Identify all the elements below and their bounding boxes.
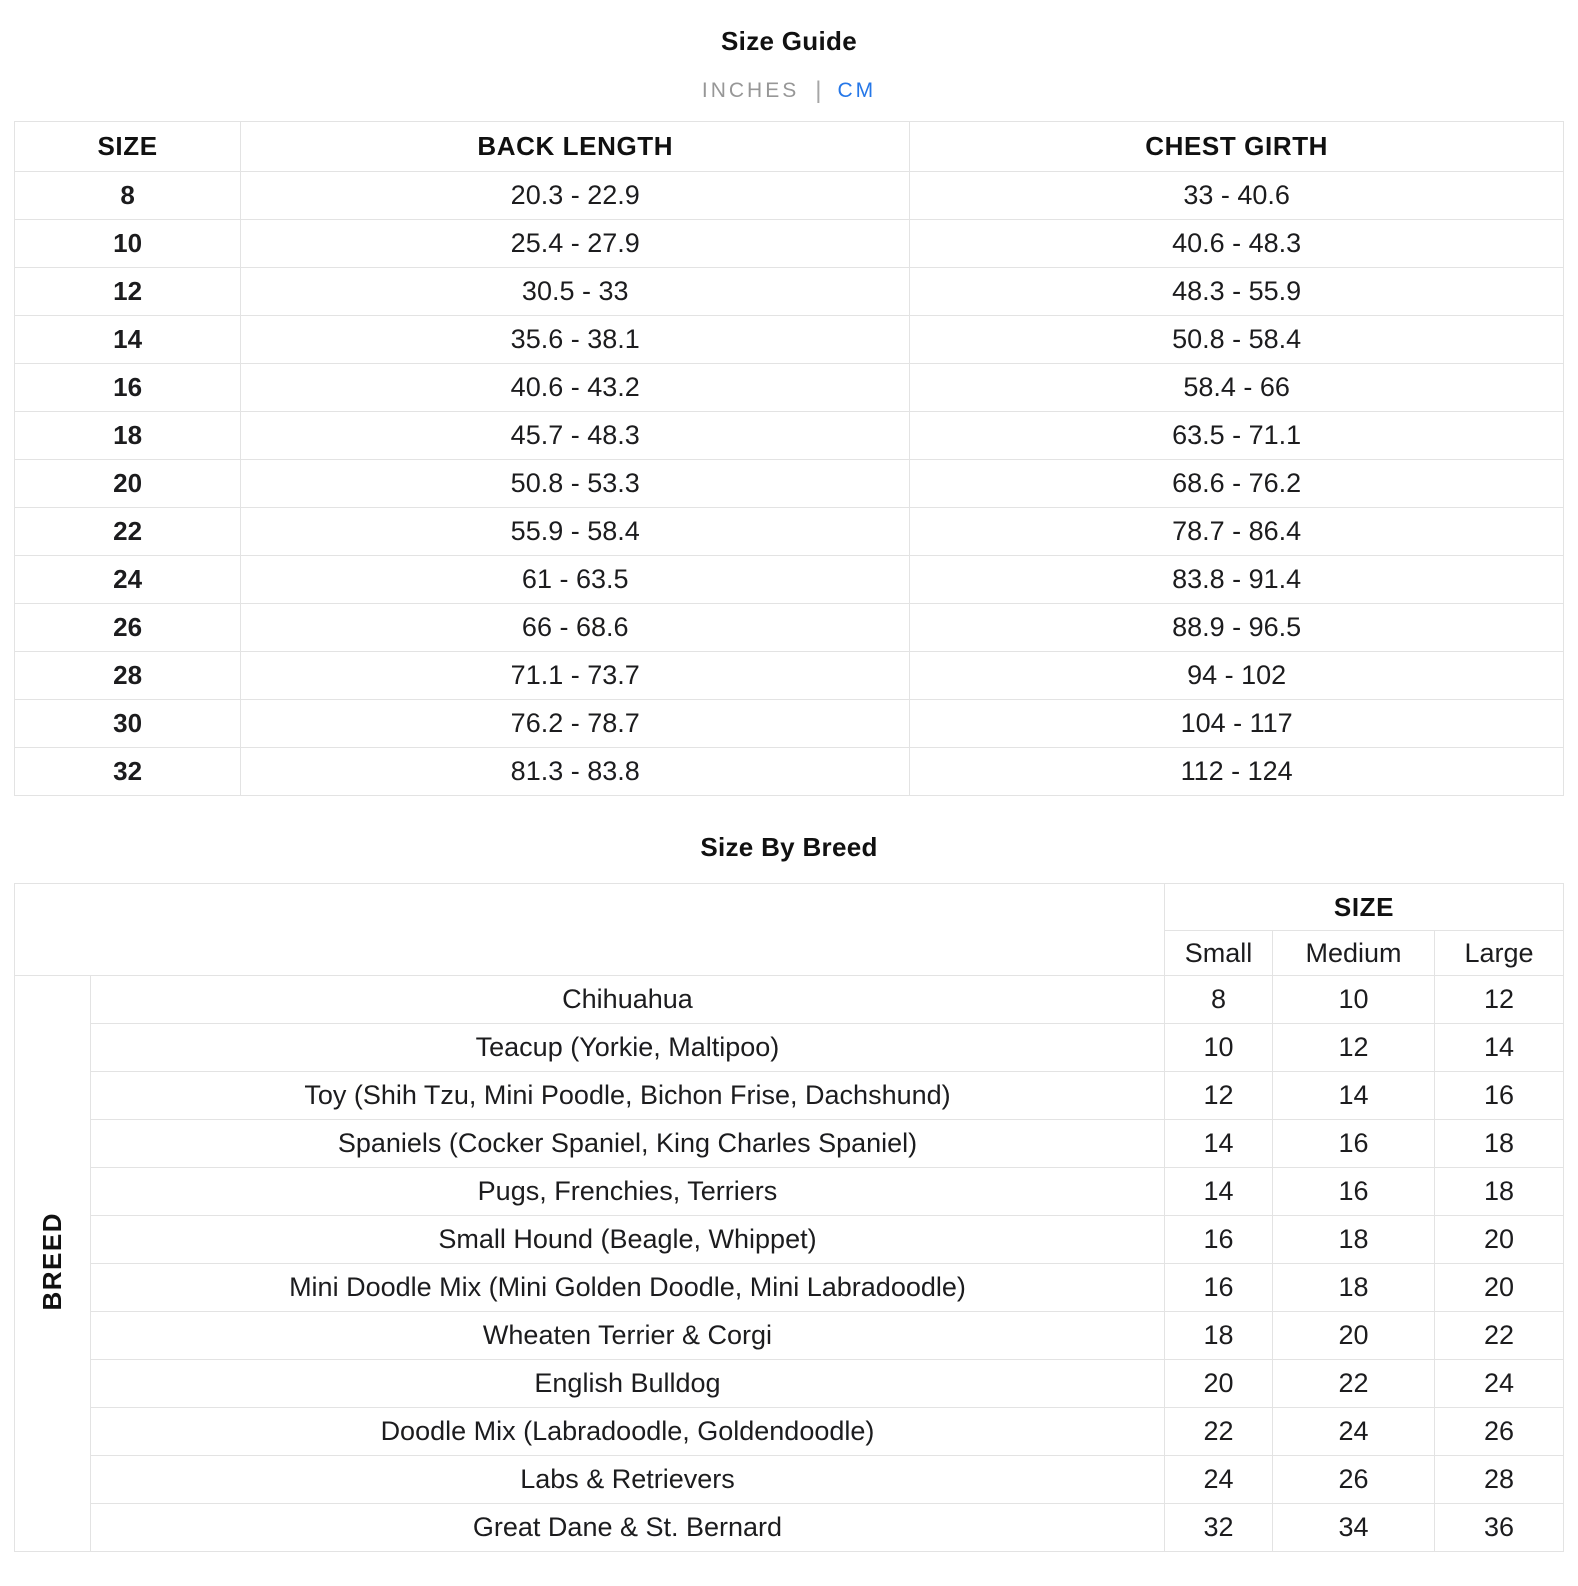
chest-girth-cell: 88.9 - 96.5 xyxy=(910,604,1564,652)
large-size-cell: 20 xyxy=(1434,1264,1563,1312)
breed-row xyxy=(15,1264,1564,1312)
back-length-cell: 76.2 - 78.7 xyxy=(241,700,910,748)
chest-girth-cell: 94 - 102 xyxy=(910,652,1564,700)
small-size-cell: 14 xyxy=(1164,1120,1272,1168)
back-length-cell: 50.8 - 53.3 xyxy=(241,460,910,508)
medium-size-cell: 14 xyxy=(1272,1072,1434,1120)
small-size-cell: 12 xyxy=(1164,1072,1272,1120)
small-size-cell: 22 xyxy=(1164,1408,1272,1456)
size-cell: 10 xyxy=(15,220,241,268)
size-by-breed-title: Size By Breed xyxy=(700,832,878,862)
large-size-cell: 36 xyxy=(1434,1504,1563,1552)
size-cell: 32 xyxy=(15,748,241,796)
tab-cm[interactable]: CM xyxy=(837,79,877,102)
chest-girth-cell: 50.8 - 58.4 xyxy=(910,316,1564,364)
medium-size-cell: 16 xyxy=(1272,1120,1434,1168)
breed-row xyxy=(15,1024,1564,1072)
chest-girth-cell: 33 - 40.6 xyxy=(910,172,1564,220)
breed-name-cell: Mini Doodle Mix (Mini Golden Doodle, Mini Labradoodle) xyxy=(91,1264,1165,1312)
breed-row xyxy=(15,1168,1564,1216)
breed-table-header-row-1 xyxy=(15,884,1564,931)
breed-name-cell: Toy (Shih Tzu, Mini Poodle, Bichon Frise, Dachshund) xyxy=(91,1072,1165,1120)
breed-row xyxy=(15,1504,1564,1552)
back-length-cell: 81.3 - 83.8 xyxy=(241,748,910,796)
size-guide-row xyxy=(15,268,1564,316)
large-size-cell: 18 xyxy=(1434,1168,1563,1216)
small-size-cell: 8 xyxy=(1164,976,1272,1024)
chest-girth-cell: 48.3 - 55.9 xyxy=(910,268,1564,316)
chest-girth-cell: 40.6 - 48.3 xyxy=(910,220,1564,268)
chest-girth-cell: 104 - 117 xyxy=(910,700,1564,748)
tab-inches[interactable]: INCHES xyxy=(701,79,800,102)
small-size-cell: 18 xyxy=(1164,1312,1272,1360)
breed-axis-label-cell xyxy=(15,976,91,1552)
medium-size-cell: 18 xyxy=(1272,1216,1434,1264)
size-guide-table xyxy=(14,121,1564,796)
breed-name-cell: Spaniels (Cocker Spaniel, King Charles Spaniel) xyxy=(91,1120,1165,1168)
large-size-cell: 24 xyxy=(1434,1360,1563,1408)
breed-row xyxy=(15,1120,1564,1168)
size-guide-row xyxy=(15,220,1564,268)
back-length-cell: 55.9 - 58.4 xyxy=(241,508,910,556)
medium-size-cell: 26 xyxy=(1272,1456,1434,1504)
column-header-large: Large xyxy=(1434,931,1563,976)
back-length-cell: 45.7 - 48.3 xyxy=(241,412,910,460)
breed-axis-label-text: BREED xyxy=(37,1211,67,1311)
chest-girth-cell: 78.7 - 86.4 xyxy=(910,508,1564,556)
medium-size-cell: 24 xyxy=(1272,1408,1434,1456)
tab-separator: | xyxy=(815,77,822,104)
size-group-header: SIZE xyxy=(1164,884,1563,931)
breed-name-cell: Doodle Mix (Labradoodle, Goldendoodle) xyxy=(91,1408,1165,1456)
breed-name-cell: Wheaten Terrier & Corgi xyxy=(91,1312,1165,1360)
size-cell: 14 xyxy=(15,316,241,364)
back-length-cell: 25.4 - 27.9 xyxy=(241,220,910,268)
breed-row xyxy=(15,1216,1564,1264)
size-cell: 20 xyxy=(15,460,241,508)
size-guide-row xyxy=(15,316,1564,364)
large-size-cell: 20 xyxy=(1434,1216,1563,1264)
size-guide-row xyxy=(15,748,1564,796)
size-cell: 22 xyxy=(15,508,241,556)
size-cell: 16 xyxy=(15,364,241,412)
back-length-cell: 35.6 - 38.1 xyxy=(241,316,910,364)
size-cell: 18 xyxy=(15,412,241,460)
medium-size-cell: 18 xyxy=(1272,1264,1434,1312)
chest-girth-cell: 68.6 - 76.2 xyxy=(910,460,1564,508)
chest-girth-cell: 63.5 - 71.1 xyxy=(910,412,1564,460)
back-length-cell: 66 - 68.6 xyxy=(241,604,910,652)
large-size-cell: 18 xyxy=(1434,1120,1563,1168)
size-guide-row xyxy=(15,364,1564,412)
back-length-cell: 61 - 63.5 xyxy=(241,556,910,604)
size-guide-row xyxy=(15,412,1564,460)
breed-row xyxy=(15,1456,1564,1504)
empty-corner-cell xyxy=(15,884,1165,976)
column-header-size: SIZE xyxy=(15,122,241,172)
size-cell: 12 xyxy=(15,268,241,316)
unit-toggle xyxy=(14,77,1564,105)
back-length-cell: 30.5 - 33 xyxy=(241,268,910,316)
back-length-cell: 71.1 - 73.7 xyxy=(241,652,910,700)
column-header-back-length: BACK LENGTH xyxy=(241,122,910,172)
large-size-cell: 14 xyxy=(1434,1024,1563,1072)
medium-size-cell: 22 xyxy=(1272,1360,1434,1408)
small-size-cell: 24 xyxy=(1164,1456,1272,1504)
size-guide-title: Size Guide xyxy=(721,26,857,56)
breed-name-cell: Labs & Retrievers xyxy=(91,1456,1165,1504)
size-guide-row xyxy=(15,652,1564,700)
breed-row xyxy=(15,1360,1564,1408)
small-size-cell: 16 xyxy=(1164,1216,1272,1264)
large-size-cell: 26 xyxy=(1434,1408,1563,1456)
size-by-breed-table xyxy=(14,883,1564,1552)
size-guide-row xyxy=(15,172,1564,220)
large-size-cell: 16 xyxy=(1434,1072,1563,1120)
breed-row xyxy=(15,1408,1564,1456)
breed-name-cell: Chihuahua xyxy=(91,976,1165,1024)
breed-name-cell: Small Hound (Beagle, Whippet) xyxy=(91,1216,1165,1264)
column-header-chest-girth: CHEST GIRTH xyxy=(910,122,1564,172)
size-guide-row xyxy=(15,604,1564,652)
medium-size-cell: 16 xyxy=(1272,1168,1434,1216)
breed-name-cell: English Bulldog xyxy=(91,1360,1165,1408)
breed-name-cell: Pugs, Frenchies, Terriers xyxy=(91,1168,1165,1216)
size-guide-row xyxy=(15,700,1564,748)
size-cell: 30 xyxy=(15,700,241,748)
breed-name-cell: Great Dane & St. Bernard xyxy=(91,1504,1165,1552)
size-guide-row xyxy=(15,556,1564,604)
large-size-cell: 28 xyxy=(1434,1456,1563,1504)
back-length-cell: 20.3 - 22.9 xyxy=(241,172,910,220)
small-size-cell: 32 xyxy=(1164,1504,1272,1552)
back-length-cell: 40.6 - 43.2 xyxy=(241,364,910,412)
breed-row xyxy=(15,1072,1564,1120)
size-cell: 26 xyxy=(15,604,241,652)
small-size-cell: 20 xyxy=(1164,1360,1272,1408)
small-size-cell: 10 xyxy=(1164,1024,1272,1072)
column-header-small: Small xyxy=(1164,931,1272,976)
chest-girth-cell: 58.4 - 66 xyxy=(910,364,1564,412)
column-header-medium: Medium xyxy=(1272,931,1434,976)
medium-size-cell: 10 xyxy=(1272,976,1434,1024)
size-guide-header-row xyxy=(15,122,1564,172)
size-cell: 24 xyxy=(15,556,241,604)
medium-size-cell: 20 xyxy=(1272,1312,1434,1360)
size-cell: 28 xyxy=(15,652,241,700)
chest-girth-cell: 83.8 - 91.4 xyxy=(910,556,1564,604)
breed-row xyxy=(15,1312,1564,1360)
small-size-cell: 14 xyxy=(1164,1168,1272,1216)
size-guide-row xyxy=(15,508,1564,556)
size-guide-row xyxy=(15,460,1564,508)
large-size-cell: 22 xyxy=(1434,1312,1563,1360)
medium-size-cell: 12 xyxy=(1272,1024,1434,1072)
small-size-cell: 16 xyxy=(1164,1264,1272,1312)
size-cell: 8 xyxy=(15,172,241,220)
chest-girth-cell: 112 - 124 xyxy=(910,748,1564,796)
breed-row xyxy=(15,976,1564,1024)
large-size-cell: 12 xyxy=(1434,976,1563,1024)
medium-size-cell: 34 xyxy=(1272,1504,1434,1552)
breed-name-cell: Teacup (Yorkie, Maltipoo) xyxy=(91,1024,1165,1072)
